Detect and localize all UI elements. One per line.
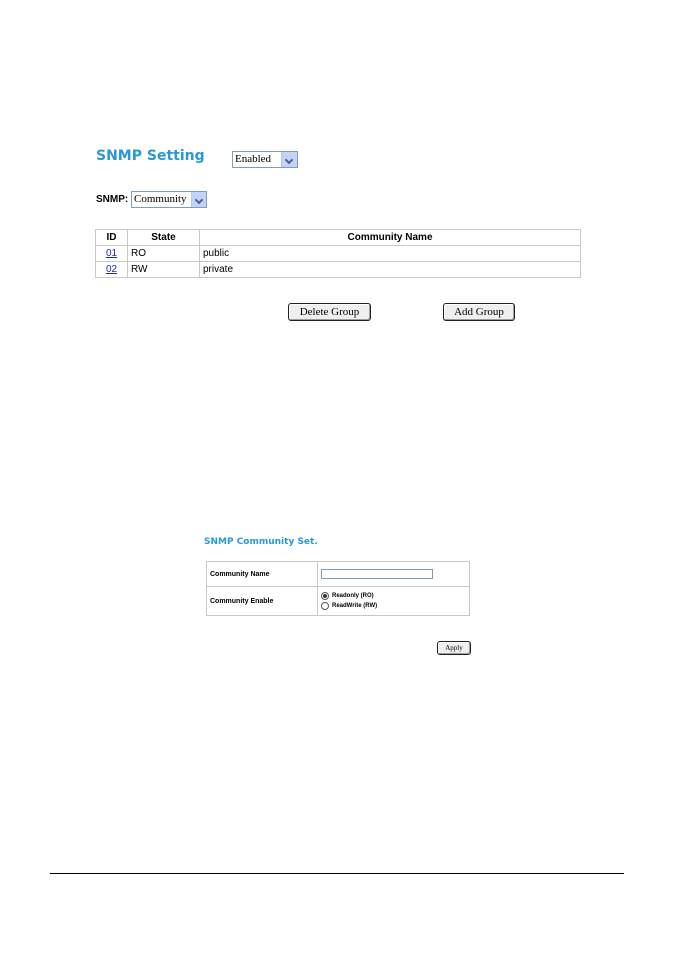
community-id-link[interactable]: 02 [105,264,118,275]
radio-rw[interactable] [321,602,329,610]
table-row [96,246,581,262]
chevron-down-icon[interactable] [191,192,206,207]
chevron-down-icon[interactable] [281,152,297,167]
radio-rw-label: ReadWrite (RW) [332,603,378,609]
radio-ro[interactable] [321,592,329,600]
table-cell-id [96,246,128,262]
community-enable-label: Community Enable [207,587,318,616]
community-id-link[interactable]: 01 [105,248,118,259]
table-cell-id [96,262,128,278]
table-cell-state: RO [128,246,200,262]
radio-ro-label: Readonly (RO) [332,593,374,599]
form-row-community-enable [207,587,470,616]
community-enable-cell [318,587,470,616]
snmp-enable-select[interactable] [232,151,298,168]
column-header-id: ID [96,230,128,246]
radio-option-ro[interactable] [321,591,466,601]
add-group-button[interactable]: Add Group [443,303,515,321]
snmp-setting-title: SNMP Setting [96,148,205,164]
snmp-mode-label: SNMP: [96,194,129,205]
form-row-community-name [207,562,470,587]
footer-divider [50,873,624,874]
community-name-label: Community Name [207,562,318,587]
community-name-input[interactable] [321,569,433,579]
snmp-enable-select-value: Enabled [235,153,272,165]
community-name-cell [318,562,470,587]
community-table [95,229,581,278]
table-cell-state: RW [128,262,200,278]
table-cell-community-name: public [200,246,581,262]
community-set-title: SNMP Community Set. [204,537,318,547]
apply-button[interactable]: Apply [437,641,471,655]
column-header-community-name: Community Name [200,230,581,246]
delete-group-button[interactable]: Delete Group [288,303,371,321]
column-header-state: State [128,230,200,246]
community-set-form [206,561,470,616]
snmp-mode-select[interactable] [131,191,207,208]
radio-option-rw[interactable] [321,601,466,611]
snmp-mode-select-value: Community [134,193,187,205]
table-row [96,262,581,278]
table-cell-community-name: private [200,262,581,278]
table-header-row [96,230,581,246]
